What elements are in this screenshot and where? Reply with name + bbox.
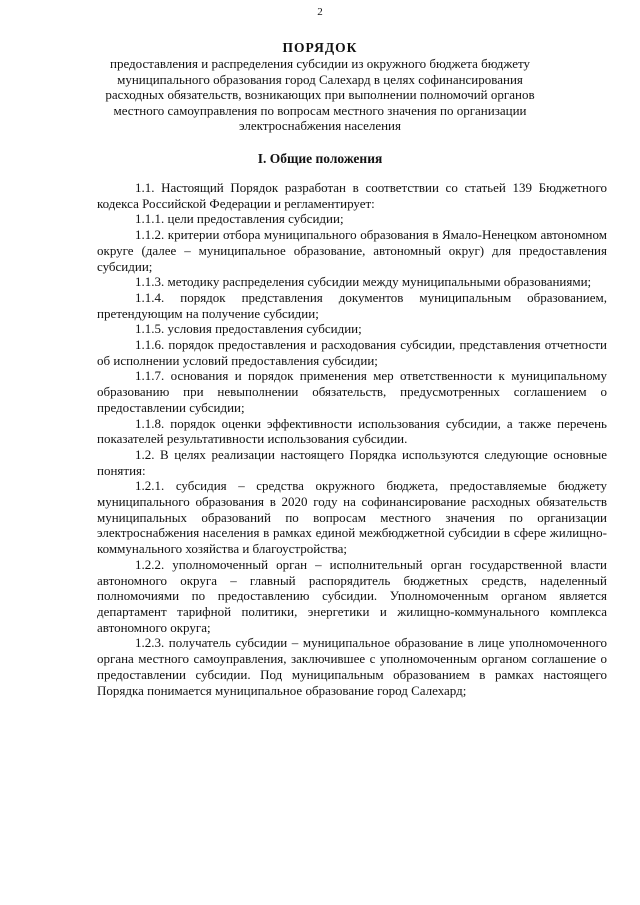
paragraph: 1.1.5. условия предоставления субсидии; (135, 321, 362, 337)
subtitle-line: местного самоуправления по вопросам местного значения по организации (113, 102, 527, 118)
subtitle-line: расходных обязательств, возникающих при выполнении полномочий органов (105, 87, 535, 103)
subtitle-line: электроснабжения населения (239, 118, 401, 134)
paragraph: 1.1.1. цели предоставления субсидии; (135, 211, 344, 227)
section-heading: I. Общие положения (257, 151, 383, 166)
subtitle-line: предоставления и распределения субсидии из окружного бюджета бюджету (110, 56, 530, 71)
paragraph: 1.1.8. порядок оценки эффективности использования субсидии, а также перечень показателей результативности использования субсидии. (97, 415, 607, 447)
subtitle-line: муниципального образования город Салехард в целях софинансирования (117, 71, 523, 87)
paragraph: 1.1.7. основания и порядок применения мер ответственности к муниципальному образованию при невыполнении обязательств, предусмотренных соглашением о предоставлении субсидии; (97, 368, 607, 415)
paragraph: 1.2.2. уполномоченный орган – исполнительный орган государственной власти автономного округа – главный распорядитель бюджетных средств, наделенный полномочиями по предоставлению субсидии. Уполномоченным органом является департамент тарифной политики, энергетики и жилищно-коммунального комплекса автономного округа; (97, 556, 607, 635)
paragraph: 1.1.4. порядок представления документов муниципальным образованием, претендующим на получение субсидии; (97, 289, 607, 321)
paragraph: 1.2. В целях реализации настоящего Порядка используются следующие основные понятия: (97, 446, 607, 478)
paragraph: 1.1.3. методику распределения субсидии между муниципальными образованиями; (135, 274, 592, 290)
page-number: 2 (317, 6, 323, 18)
paragraph: 1.2.1. субсидия – средства окружного бюджета, предоставляемые бюджету муниципального образования в 2020 году на софинансирование расходных обязательств муниципальных образований по вопросам местного значения по организации электроснабжения населения в рамках единой межбюджетной субсидии в сфере жилищно-коммунального хозяйства и благоустройства; (97, 478, 607, 557)
document-subtitle (100, 56, 540, 134)
paragraph: 1.1.6. порядок предоставления и расходования субсидии, представления отчетности об исполнении условий предоставления субсидии; (97, 337, 607, 368)
paragraph: 1.2.3. получатель субсидии – муниципальное образование в лице уполномоченного органа местного самоуправления, заключившее с уполномоченным органом соглашение о предоставлении субсидии. Под муниципальным образованием в рамках настоящего Порядка понимается муниципальное образование город Салехард; (97, 635, 607, 698)
paragraph: 1.1.2. критерии отбора муниципального образования в Ямало-Ненецком автономном округе (далее – муниципальное образование, автономный округ) для предоставления субсидии; (97, 227, 607, 274)
document-body (97, 180, 607, 698)
document-title: ПОРЯДОК (282, 40, 358, 55)
paragraph: 1.1. Настоящий Порядок разработан в соответствии со статьей 139 Бюджетного кодекса Российской Федерации и регламентирует: (97, 180, 607, 211)
